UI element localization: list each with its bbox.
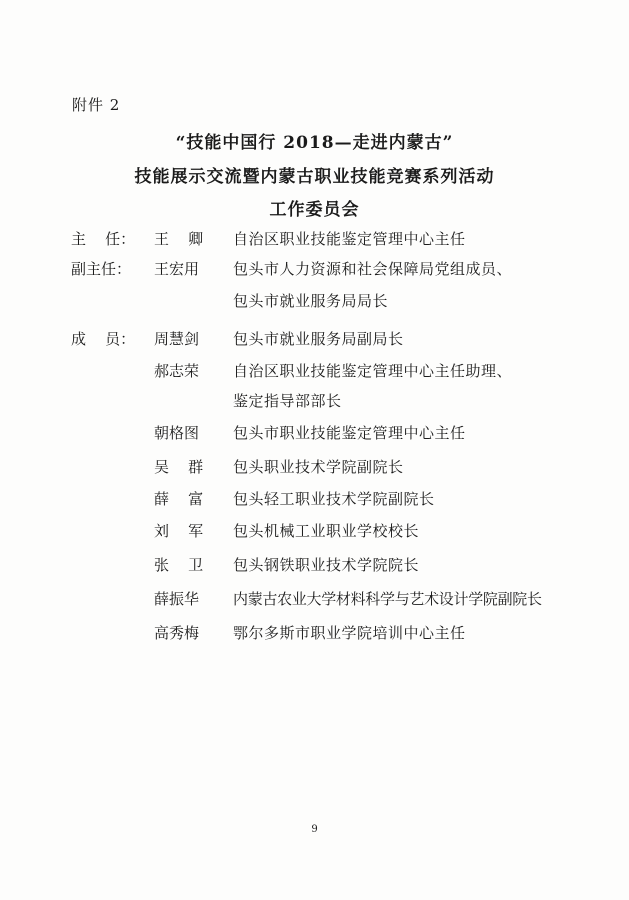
committee-row	[0, 228, 629, 252]
committee-row	[0, 588, 629, 612]
member-position: 鄂尔多斯市职业学院培训中心主任	[233, 624, 466, 642]
member-position: 包头市就业服务局局长	[233, 292, 389, 310]
committee-row	[0, 422, 629, 446]
committee-row	[0, 360, 629, 384]
committee-row	[0, 554, 629, 578]
member-position: 鉴定指导部部长	[233, 392, 342, 410]
member-name: 朝格图	[154, 424, 200, 442]
role-label: 主 任：	[71, 230, 136, 248]
member-name: 薛 富	[154, 490, 204, 508]
member-name: 周慧剑	[154, 330, 200, 348]
title-line-1: “技能中国行 2018—走进内蒙古”	[175, 133, 454, 153]
role-label: 副主任：	[71, 260, 132, 278]
member-position: 内蒙古农业大学材料科学与艺术设计学院副院长	[233, 590, 542, 608]
member-name: 刘 军	[154, 522, 204, 540]
committee-row	[0, 520, 629, 544]
member-name: 高秀梅	[154, 624, 200, 642]
member-position: 包头市就业服务局副局长	[233, 330, 404, 348]
member-position: 包头市职业技能鉴定管理中心主任	[233, 424, 466, 442]
member-name: 王 卿	[154, 230, 204, 248]
committee-row	[0, 488, 629, 512]
member-position: 包头市人力资源和社会保障局党组成员、	[233, 260, 513, 278]
committee-row	[0, 456, 629, 480]
member-name: 吴 群	[154, 458, 204, 476]
member-name: 薛振华	[154, 590, 200, 608]
committee-row	[0, 622, 629, 646]
member-position: 包头钢铁职业技术学院院长	[233, 556, 420, 574]
role-label: 成 员：	[71, 330, 136, 348]
member-position: 包头轻工职业技术学院副院长	[233, 490, 435, 508]
committee-row	[0, 258, 629, 282]
member-position: 包头机械工业职业学校校长	[233, 522, 420, 540]
member-position: 包头职业技术学院副院长	[233, 458, 404, 476]
member-name: 张 卫	[154, 556, 204, 574]
title-line-2: 技能展示交流暨内蒙古职业技能竞赛系列活动	[134, 167, 495, 187]
member-position: 自治区职业技能鉴定管理中心主任助理、	[233, 362, 513, 380]
member-name: 郝志荣	[154, 362, 200, 380]
member-position: 自治区职业技能鉴定管理中心主任	[233, 230, 466, 248]
title-line-3: 工作委员会	[269, 200, 360, 220]
committee-row	[0, 390, 629, 414]
member-name: 王宏用	[154, 260, 200, 278]
committee-row	[0, 328, 629, 352]
attachment-label: 附件 2	[72, 96, 121, 114]
page-number: 9	[311, 824, 318, 835]
committee-row	[0, 290, 629, 314]
